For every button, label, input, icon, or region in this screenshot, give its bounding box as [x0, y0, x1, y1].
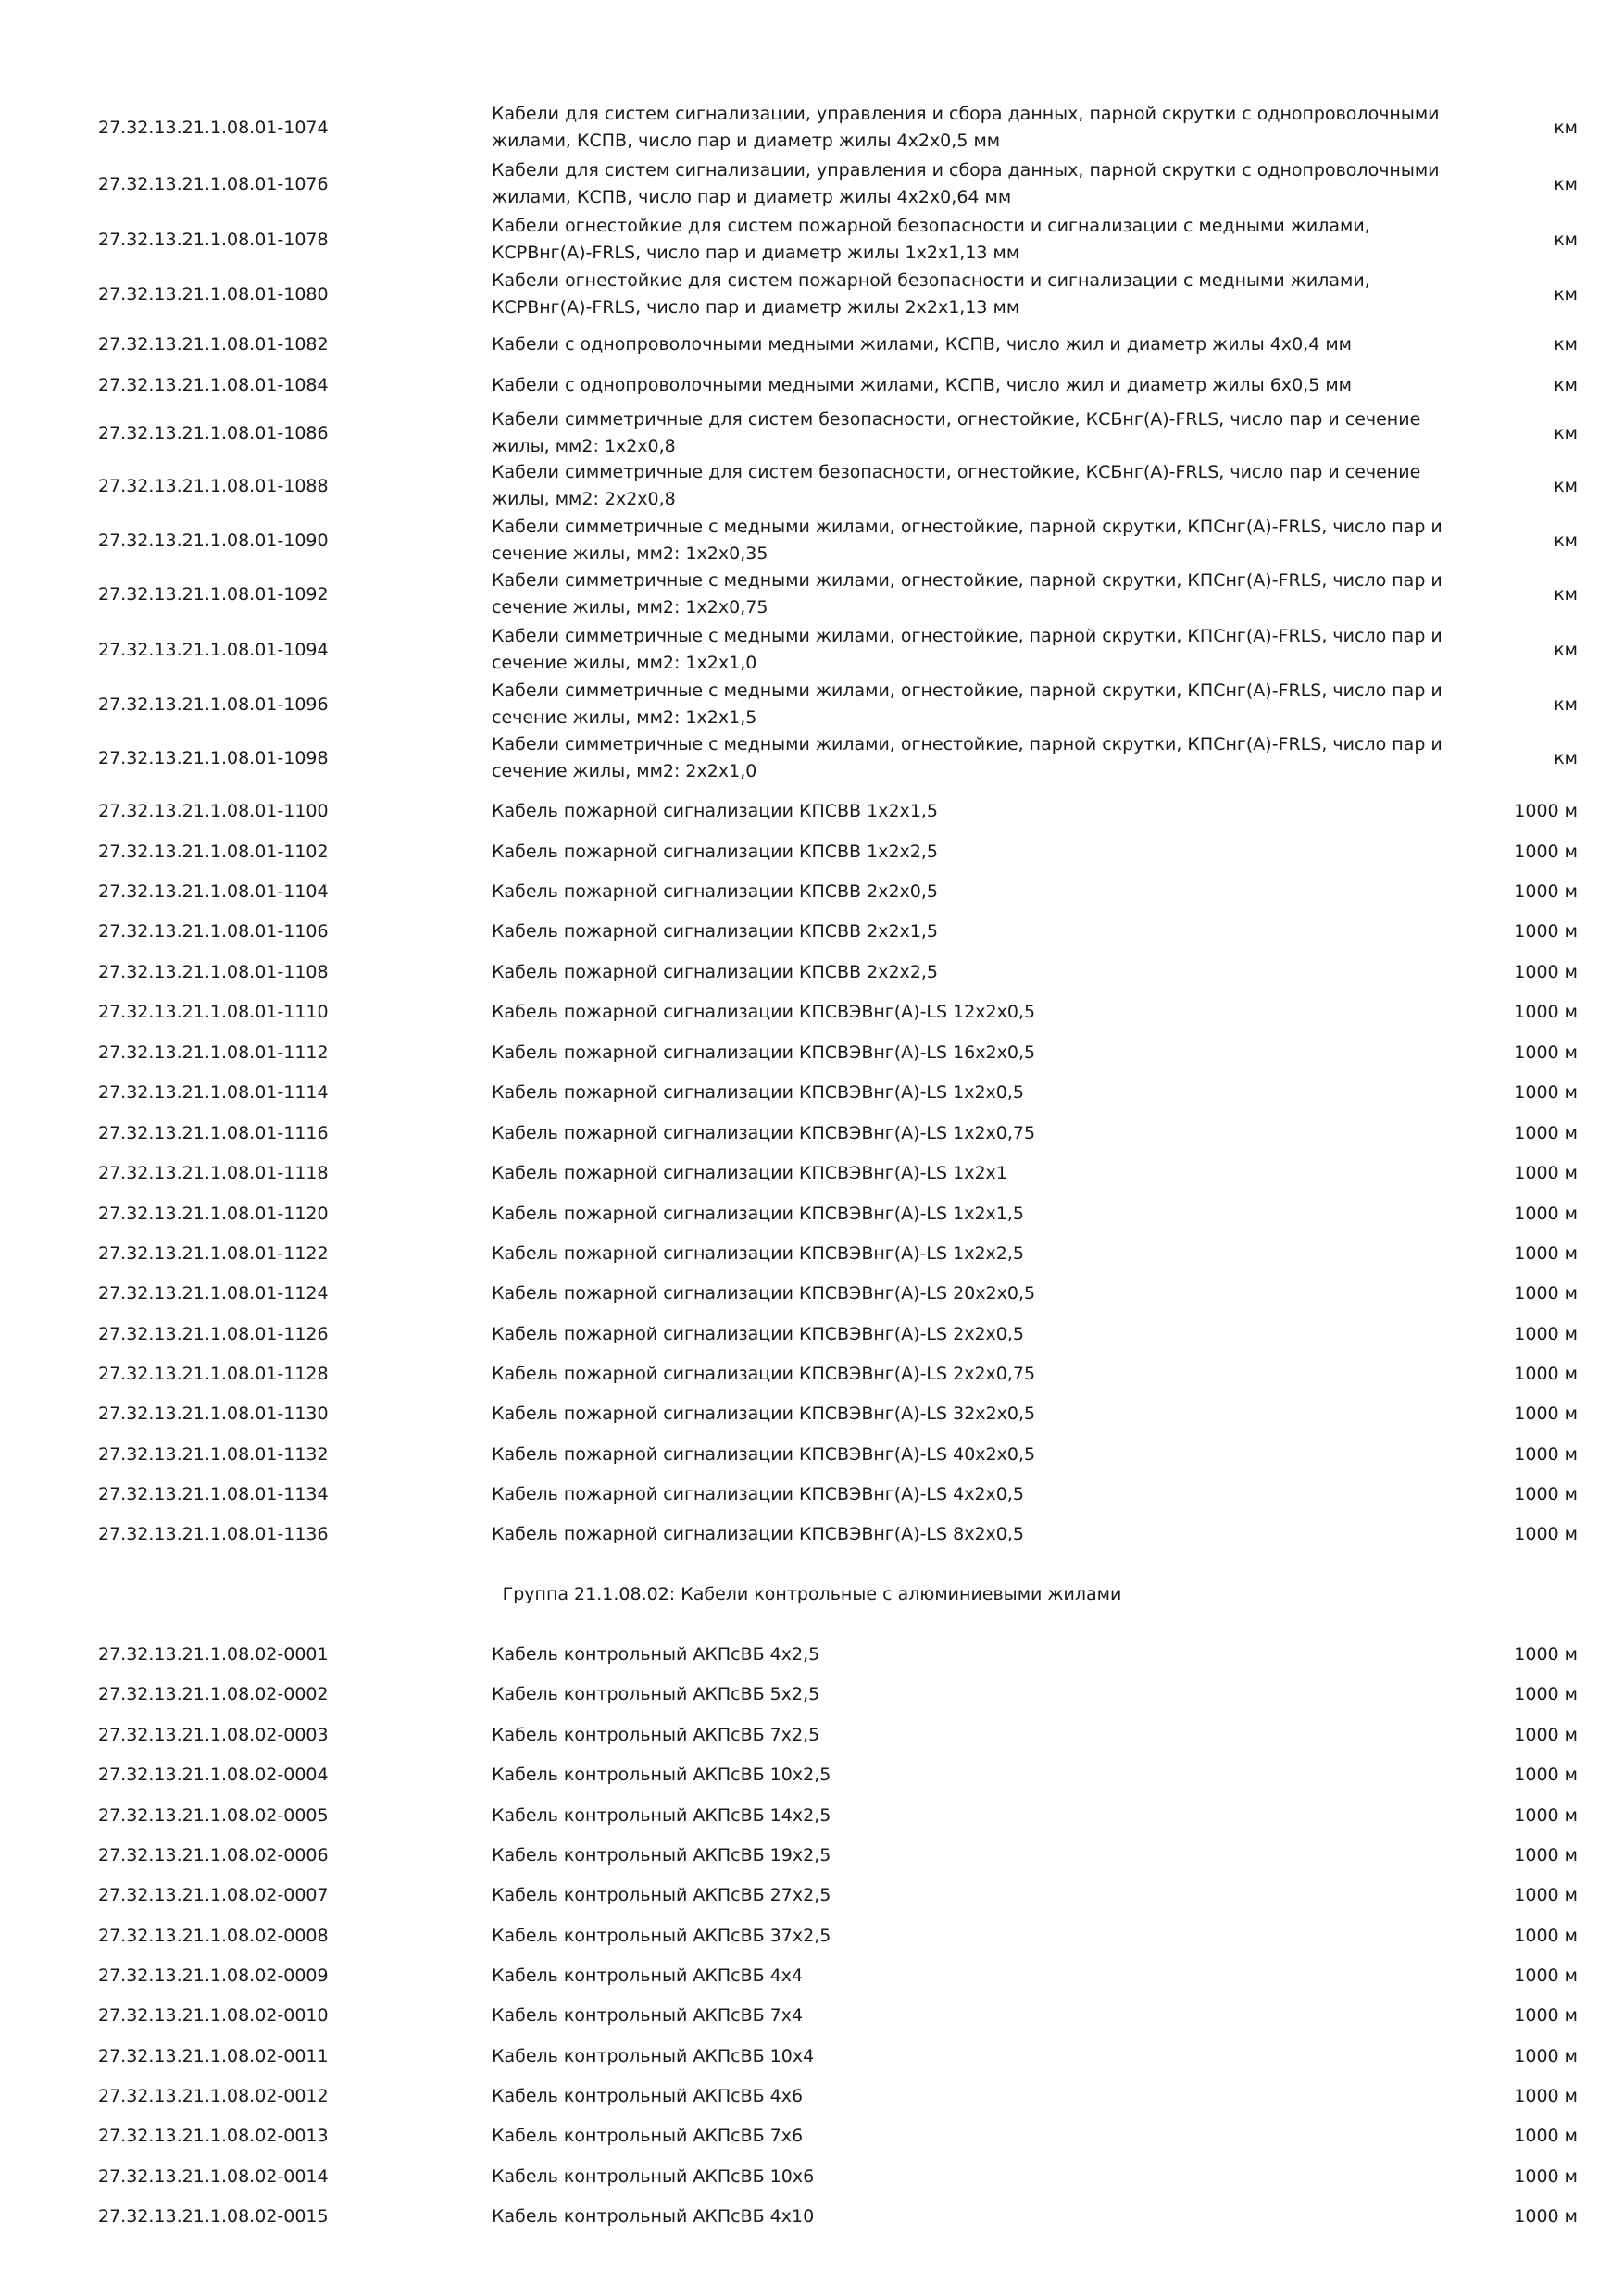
item-name: Кабель пожарной сигнализации КПСВВ 2х2х1,5 [492, 921, 939, 942]
item-code: 27.32.13.21.1.08.01-1090 [98, 530, 329, 551]
item-code: 27.32.13.21.1.08.01-1094 [98, 639, 329, 660]
item-name: Кабель пожарной сигнализации КПСВВ 1х2х2,5 [492, 842, 939, 862]
item-name: Кабель пожарной сигнализации КПСВЭВнг(А)-LS 2х2х0,5 [492, 1324, 1025, 1344]
item-unit: 1000 м [1514, 1081, 1578, 1103]
item-code: 27.32.13.21.1.08.02-0001 [98, 1643, 329, 1665]
item-code: 27.32.13.21.1.08.02-0002 [98, 1683, 329, 1704]
item-unit: 1000 м [1514, 2165, 1578, 2187]
item-name: Кабели с однопроволочными медными жилами, КСПВ, число жил и диаметр жилы 6х0,5 мм [492, 375, 1352, 395]
item-unit: 1000 м [1514, 1242, 1578, 1264]
item-code: 27.32.13.21.1.08.01-1132 [98, 1443, 329, 1465]
item-code: 27.32.13.21.1.08.02-0007 [98, 1884, 329, 1905]
item-name: Кабель пожарной сигнализации КПСВЭВнг(А)-LS 40х2х0,5 [492, 1444, 1036, 1465]
item-unit: 1000 м [1514, 1162, 1578, 1183]
item-name: Кабели огнестойкие для систем пожарной безопасности и сигнализации с медными жилами, КСРВнг(А)-FRLS, число пар и диаметр жилы 1х2х1,13 мм [492, 216, 1370, 263]
item-unit: 1000 м [1514, 1323, 1578, 1344]
table-row [0, 406, 1624, 460]
item-unit: 1000 м [1514, 1282, 1578, 1304]
item-code: 27.32.13.21.1.08.02-0012 [98, 2085, 329, 2106]
item-code: 27.32.13.21.1.08.02-0008 [98, 1925, 329, 1946]
item-code: 27.32.13.21.1.08.01-1114 [98, 1081, 329, 1103]
item-code: 27.32.13.21.1.08.02-0006 [98, 1844, 329, 1866]
item-unit: 1000 м [1514, 1643, 1578, 1665]
item-name: Кабели симметричные с медными жилами, огнестойкие, парной скрутки, КПСнг(А)-FRLS, число пар и сечение жилы, мм2: 1х2х1,0 [492, 626, 1443, 673]
item-name: Кабель контрольный АКПсВБ 4х6 [492, 2086, 804, 2106]
item-name: Кабель пожарной сигнализации КПСВЭВнг(А)-LS 1х2х0,5 [492, 1082, 1025, 1103]
item-code: 27.32.13.21.1.08.01-1124 [98, 1282, 329, 1304]
item-name: Кабель контрольный АКПсВБ 10х2,5 [492, 1765, 831, 1785]
item-code: 27.32.13.21.1.08.01-1080 [98, 283, 329, 305]
item-name: Кабель контрольный АКПсВБ 7х2,5 [492, 1725, 820, 1745]
item-unit: 1000 м [1514, 1724, 1578, 1745]
item-unit: 1000 м [1514, 1042, 1578, 1063]
item-code: 27.32.13.21.1.08.01-1108 [98, 961, 329, 982]
item-name: Кабель пожарной сигнализации КПСВЭВнг(А)-LS 1х2х1 [492, 1163, 1007, 1183]
item-code: 27.32.13.21.1.08.02-0009 [98, 1965, 329, 1986]
item-name: Кабель пожарной сигнализации КПСВЭВнг(А)-LS 1х2х0,75 [492, 1123, 1036, 1143]
item-unit: 1000 м [1514, 1001, 1578, 1022]
table-row [0, 157, 1624, 211]
item-name: Кабель пожарной сигнализации КПСВЭВнг(А)-LS 12х2х0,5 [492, 1002, 1036, 1022]
item-code: 27.32.13.21.1.08.01-1126 [98, 1323, 329, 1344]
item-name: Кабель контрольный АКПсВБ 4х2,5 [492, 1644, 820, 1665]
item-unit: 1000 м [1514, 1443, 1578, 1465]
table-row [0, 101, 1624, 155]
table-row [0, 459, 1624, 513]
item-name: Кабель контрольный АКПсВБ 7х6 [492, 2126, 804, 2146]
item-code: 27.32.13.21.1.08.01-1096 [98, 693, 329, 715]
item-code: 27.32.13.21.1.08.01-1092 [98, 583, 329, 605]
table-row [0, 568, 1624, 621]
item-code: 27.32.13.21.1.08.01-1130 [98, 1403, 329, 1424]
item-unit: 1000 м [1514, 961, 1578, 982]
item-name: Кабель пожарной сигнализации КПСВВ 2х2х2,5 [492, 962, 939, 982]
item-code: 27.32.13.21.1.08.01-1134 [98, 1483, 329, 1504]
item-code: 27.32.13.21.1.08.01-1110 [98, 1001, 329, 1022]
item-unit: км [1554, 747, 1578, 768]
item-code: 27.32.13.21.1.08.02-0013 [98, 2125, 329, 2146]
item-unit: км [1554, 693, 1578, 715]
table-row [0, 678, 1624, 731]
item-unit: км [1554, 422, 1578, 443]
item-name: Кабель контрольный АКПсВБ 19х2,5 [492, 1845, 831, 1866]
table-row [0, 731, 1624, 785]
item-code: 27.32.13.21.1.08.01-1074 [98, 117, 329, 138]
table-row [0, 1507, 1624, 1561]
item-unit: 1000 м [1514, 1804, 1578, 1826]
item-unit: 1000 м [1514, 880, 1578, 902]
item-name: Кабели для систем сигнализации, управления и сбора данных, парной скрутки с однопроволочными жилами, КСПВ, число пар и диаметр жилы 4х2х0,64 мм [492, 160, 1440, 207]
item-unit: км [1554, 639, 1578, 660]
item-unit: км [1554, 173, 1578, 194]
item-code: 27.32.13.21.1.08.01-1078 [98, 229, 329, 250]
item-name: Кабель контрольный АКПсВБ 27х2,5 [492, 1885, 831, 1905]
item-name: Кабель контрольный АКПсВБ 5х2,5 [492, 1684, 820, 1704]
item-name: Кабели симметричные с медными жилами, огнестойкие, парной скрутки, КПСнг(А)-FRLS, число пар и сечение жилы, мм2: 2х2х1,0 [492, 734, 1443, 781]
item-code: 27.32.13.21.1.08.02-0015 [98, 2205, 329, 2227]
item-code: 27.32.13.21.1.08.01-1136 [98, 1523, 329, 1544]
item-name: Кабель контрольный АКПсВБ 14х2,5 [492, 1805, 831, 1826]
item-name: Кабель пожарной сигнализации КПСВЭВнг(А)-LS 16х2х0,5 [492, 1042, 1036, 1063]
item-code: 27.32.13.21.1.08.01-1082 [98, 333, 329, 355]
item-name: Кабели симметричные с медными жилами, огнестойкие, парной скрутки, КПСнг(А)-FRLS, число пар и сечение жилы, мм2: 1х2х0,35 [492, 517, 1443, 564]
item-unit: км [1554, 333, 1578, 355]
item-name: Кабель пожарной сигнализации КПСВВ 1х2х1,5 [492, 801, 939, 821]
item-code: 27.32.13.21.1.08.01-1086 [98, 422, 329, 443]
item-code: 27.32.13.21.1.08.01-1102 [98, 841, 329, 862]
item-unit: 1000 м [1514, 2085, 1578, 2106]
item-name: Кабель пожарной сигнализации КПСВЭВнг(А)-LS 1х2х2,5 [492, 1243, 1025, 1264]
item-unit: 1000 м [1514, 1483, 1578, 1504]
item-name: Кабель пожарной сигнализации КПСВЭВнг(А)-LS 1х2х1,5 [492, 1204, 1025, 1224]
item-code: 27.32.13.21.1.08.02-0010 [98, 2004, 329, 2026]
item-name: Кабель контрольный АКПсВБ 7х4 [492, 2005, 804, 2026]
item-unit: 1000 м [1514, 1523, 1578, 1544]
item-unit: 1000 м [1514, 1764, 1578, 1785]
item-unit: км [1554, 283, 1578, 305]
item-unit: 1000 м [1514, 1683, 1578, 1704]
item-unit: км [1554, 530, 1578, 551]
item-code: 27.32.13.21.1.08.01-1106 [98, 920, 329, 942]
item-name: Кабели симметричные с медными жилами, огнестойкие, парной скрутки, КПСнг(А)-FRLS, число пар и сечение жилы, мм2: 1х2х1,5 [492, 680, 1443, 728]
item-name: Кабель контрольный АКПсВБ 4х4 [492, 1965, 804, 1986]
item-unit: 1000 м [1514, 2004, 1578, 2026]
item-name: Кабели для систем сигнализации, управления и сбора данных, парной скрутки с однопроволочными жилами, КСПВ, число пар и диаметр жилы 4х2х0,5 мм [492, 104, 1440, 151]
item-unit: км [1554, 374, 1578, 395]
item-unit: 1000 м [1514, 841, 1578, 862]
item-unit: км [1554, 229, 1578, 250]
item-name: Кабели симметричные с медными жилами, огнестойкие, парной скрутки, КПСнг(А)-FRLS, число пар и сечение жилы, мм2: 1х2х0,75 [492, 570, 1443, 618]
item-name: Кабели симметричные для систем безопасности, огнестойкие, КСБнг(А)-FRLS, число пар и сечение жилы, мм2: 2х2х0,8 [492, 462, 1421, 509]
item-code: 27.32.13.21.1.08.01-1100 [98, 800, 329, 821]
item-name: Кабель пожарной сигнализации КПСВЭВнг(А)-LS 32х2х0,5 [492, 1404, 1036, 1424]
item-code: 27.32.13.21.1.08.01-1118 [98, 1162, 329, 1183]
item-unit: 1000 м [1514, 1925, 1578, 1946]
table-row [0, 268, 1624, 321]
table-row [0, 514, 1624, 568]
item-name: Кабели симметричные для систем безопасности, огнестойкие, КСБнг(А)-FRLS, число пар и сечение жилы, мм2: 1х2х0,8 [492, 409, 1421, 456]
item-code: 27.32.13.21.1.08.01-1128 [98, 1363, 329, 1384]
item-name: Кабель пожарной сигнализации КПСВЭВнг(А)-LS 2х2х0,75 [492, 1364, 1036, 1384]
item-unit: км [1554, 583, 1578, 605]
item-name: Кабель пожарной сигнализации КПСВВ 2х2х0,5 [492, 881, 939, 902]
item-code: 27.32.13.21.1.08.02-0005 [98, 1804, 329, 1826]
item-code: 27.32.13.21.1.08.01-1116 [98, 1122, 329, 1143]
item-name: Кабель контрольный АКПсВБ 10х4 [492, 2046, 815, 2066]
item-unit: 1000 м [1514, 1884, 1578, 1905]
item-name: Кабели огнестойкие для систем пожарной безопасности и сигнализации с медными жилами, КСРВнг(А)-FRLS, число пар и диаметр жилы 2х2х1,13 мм [492, 270, 1370, 318]
item-unit: 1000 м [1514, 1403, 1578, 1424]
item-code: 27.32.13.21.1.08.01-1112 [98, 1042, 329, 1063]
item-unit: 1000 м [1514, 1965, 1578, 1986]
item-unit: 1000 м [1514, 920, 1578, 942]
item-code: 27.32.13.21.1.08.01-1084 [98, 374, 329, 395]
item-code: 27.32.13.21.1.08.01-1076 [98, 173, 329, 194]
item-unit: 1000 м [1514, 2125, 1578, 2146]
item-unit: 1000 м [1514, 1844, 1578, 1866]
item-code: 27.32.13.21.1.08.02-0004 [98, 1764, 329, 1785]
item-unit: 1000 м [1514, 1203, 1578, 1224]
item-code: 27.32.13.21.1.08.01-1120 [98, 1203, 329, 1224]
item-name: Кабель контрольный АКПсВБ 10х6 [492, 2166, 815, 2187]
table-row [0, 623, 1624, 677]
item-unit: 1000 м [1514, 1363, 1578, 1384]
item-name: Кабель пожарной сигнализации КПСВЭВнг(А)-LS 20х2х0,5 [492, 1283, 1036, 1304]
table-row [0, 2190, 1624, 2243]
item-name: Кабель контрольный АКПсВБ 37х2,5 [492, 1926, 831, 1946]
item-unit: 1000 м [1514, 1122, 1578, 1143]
item-unit: 1000 м [1514, 2205, 1578, 2227]
item-unit: 1000 м [1514, 2045, 1578, 2066]
item-code: 27.32.13.21.1.08.02-0014 [98, 2165, 329, 2187]
item-code: 27.32.13.21.1.08.02-0011 [98, 2045, 329, 2066]
table-row [0, 213, 1624, 267]
item-code: 27.32.13.21.1.08.01-1098 [98, 747, 329, 768]
item-name: Кабели с однопроволочными медными жилами, КСПВ, число жил и диаметр жилы 4х0,4 мм [492, 334, 1352, 355]
item-unit: 1000 м [1514, 800, 1578, 821]
item-code: 27.32.13.21.1.08.02-0003 [98, 1724, 329, 1745]
item-unit: км [1554, 475, 1578, 496]
item-code: 27.32.13.21.1.08.01-1104 [98, 880, 329, 902]
item-name: Кабель пожарной сигнализации КПСВЭВнг(А)-LS 4х2х0,5 [492, 1484, 1025, 1504]
item-name: Кабель пожарной сигнализации КПСВЭВнг(А)-LS 8х2х0,5 [492, 1524, 1025, 1544]
item-name: Кабель контрольный АКПсВБ 4х10 [492, 2206, 815, 2227]
item-unit: км [1554, 117, 1578, 138]
group-heading: Группа 21.1.08.02: Кабели контрольные с алюминиевыми жилами [502, 1583, 1122, 1604]
table-row [0, 358, 1624, 412]
item-code: 27.32.13.21.1.08.01-1122 [98, 1242, 329, 1264]
item-code: 27.32.13.21.1.08.01-1088 [98, 475, 329, 496]
